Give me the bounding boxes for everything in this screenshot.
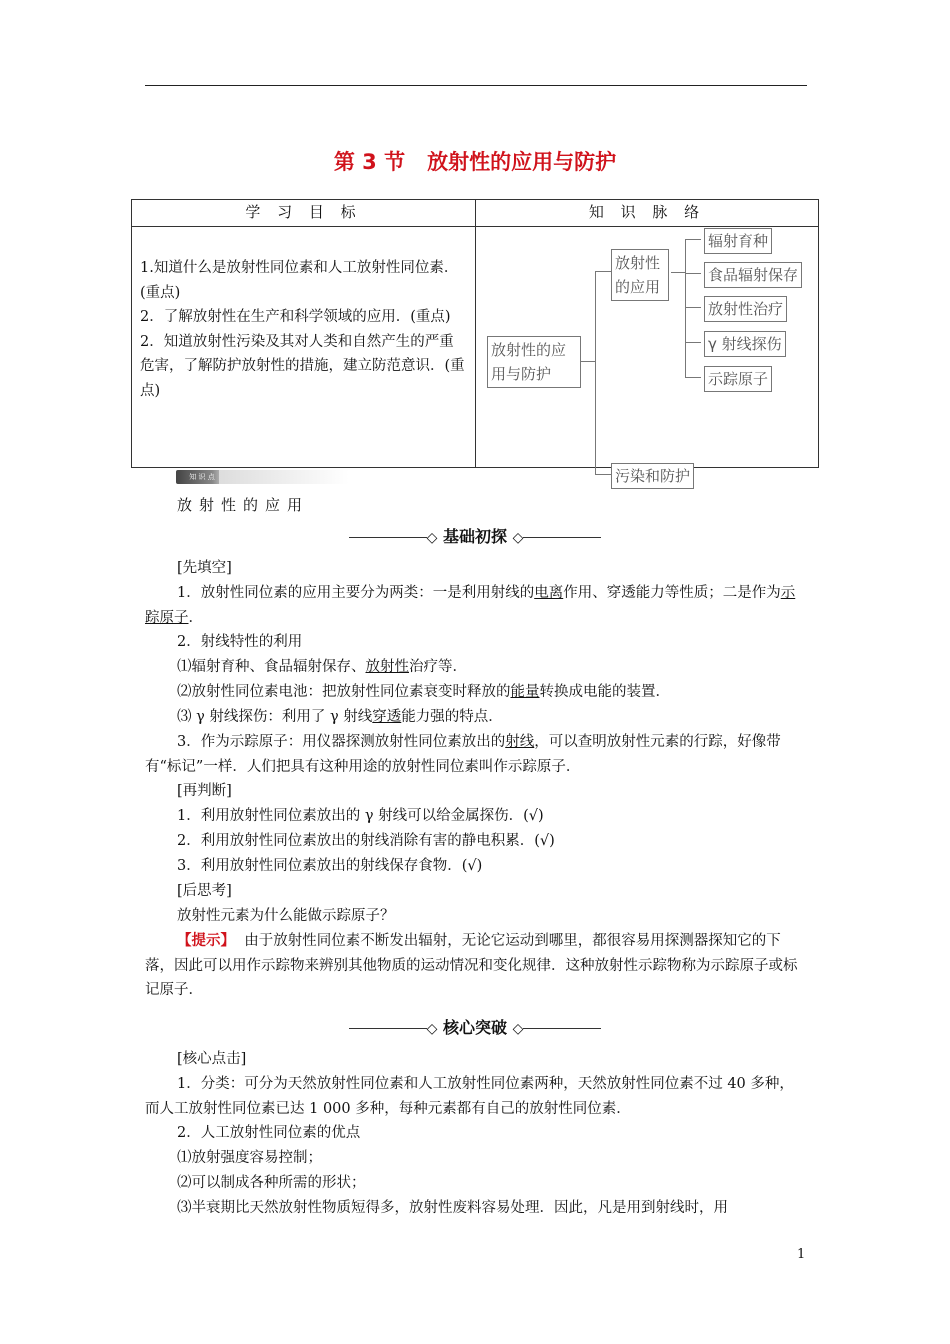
map-connector xyxy=(685,239,686,377)
paragraph: 1．分类：可分为天然放射性同位素和人工放射性同位素两种，天然放射性同位素不过 40 多种，而人工放射性同位素已达 1 000 多种，每种元素都有自己的放射性同位素． xyxy=(145,1076,794,1117)
judge-item: 3．利用放射性同位素放出的射线保存食物．(√) xyxy=(177,858,483,874)
topic-heading: 放射性的应用 xyxy=(177,496,310,514)
map-connector xyxy=(685,273,701,274)
paragraph: ⑴放射强度容易控制； xyxy=(177,1150,322,1166)
rule-right xyxy=(523,1028,601,1029)
section-label: 基础初探 xyxy=(442,527,507,546)
map-connector xyxy=(685,377,701,378)
paragraph: ⑶半衰期比天然放射性物质短得多，放射性废料容易处理．因此，凡是用到射线时，用 xyxy=(177,1200,728,1216)
map-connector xyxy=(671,272,685,273)
rule-right xyxy=(523,537,601,538)
map-connector xyxy=(685,342,701,343)
answer-blank: 能量 xyxy=(510,684,540,700)
section-number: 第 3 节 xyxy=(333,150,406,174)
hint-label: 【提示】 xyxy=(177,932,235,949)
section-name: 放射性的应用与防护 xyxy=(427,150,617,174)
answer-blank: 穿透 xyxy=(372,709,402,725)
map-root: 放射性的应用与防护 xyxy=(487,336,581,388)
map-leaf: 辐射育种 xyxy=(704,228,772,254)
map-leaf: 放射性治疗 xyxy=(704,296,787,322)
learning-goals xyxy=(132,227,476,468)
question: 放射性元素为什么能做示踪原子？ xyxy=(177,908,395,924)
knowledge-map-cell xyxy=(476,227,819,485)
rule-left xyxy=(349,537,427,538)
paragraph: 2．人工放射性同位素的优点 xyxy=(177,1125,361,1141)
paragraph: ⑴辐射育种、食品辐射保存、放射性治疗等． xyxy=(177,659,467,675)
map-leaf: 示踪原子 xyxy=(704,366,772,392)
answer-blank: 示踪原子 xyxy=(145,585,796,626)
goal-item: 2．知道放射性污染及其对人类和自然产生的严重危害，了解防护放射性的措施，建立防范意识．(重点) xyxy=(140,333,465,399)
rule-left xyxy=(349,1028,427,1029)
label-core: [核心点击] xyxy=(177,1051,247,1067)
page-title xyxy=(0,146,950,176)
map-connector xyxy=(685,307,701,308)
label-judge: [再判断] xyxy=(177,783,232,799)
map-connector xyxy=(685,239,701,240)
knowledge-point-tag: 知 识 点 xyxy=(176,470,228,484)
paragraph: 3．作为示踪原子：用仪器探测放射性同位素放出的射线，可以查明放射性元素的行踪，好像带有“标记”一样．人们把具有这种用途的放射性同位素叫作示踪原子． xyxy=(145,734,781,775)
map-leaf: 食品辐射保存 xyxy=(704,262,802,288)
answer-blank: 电离 xyxy=(534,585,564,601)
map-branch-application: 放射性的应用 xyxy=(611,249,669,301)
map-branch-protection: 污染和防护 xyxy=(611,463,694,489)
section-heading-basics: ◇ 基础初探 ◇ xyxy=(0,524,950,547)
answer-blank: 射线 xyxy=(505,734,535,750)
goal-item: 1.知道什么是放射性同位素和人工放射性同位素．(重点) xyxy=(140,260,459,301)
map-connector xyxy=(581,361,595,362)
hint-paragraph: 【提示】 由于放射性同位素不断发出辐射，无论它运动到哪里，都很容易用探测器探知它的下落，因此可以用作示踪物来辨别其他物质的运动情况和变化规律．这种放射性示踪物称为示踪原子或标记原子． xyxy=(145,932,798,998)
header-rule xyxy=(145,85,807,86)
tag-fade-bar xyxy=(219,470,349,484)
goal-item: 2．了解放射性在生产和科学领域的应用．(重点) xyxy=(140,309,451,325)
answer-blank: 放射性 xyxy=(365,659,409,675)
map-connector xyxy=(595,474,611,475)
label-think: [后思考] xyxy=(177,883,232,899)
map-connector xyxy=(595,271,596,474)
paragraph: ⑵放射性同位素电池：把放射性同位素衰变时释放的能量转换成电能的装置． xyxy=(177,684,670,700)
map-connector xyxy=(595,271,611,272)
page-number: 1 xyxy=(797,1247,806,1262)
judge-item: 2．利用放射性同位素放出的射线消除有害的静电积累．(√) xyxy=(177,833,555,849)
section-heading-core: ◇ 核心突破 ◇ xyxy=(0,1015,950,1038)
paragraph: ⑶ γ 射线探伤：利用了 γ 射线穿透能力强的特点． xyxy=(177,709,503,725)
section-label: 核心突破 xyxy=(442,1018,507,1037)
map-leaf: γ 射线探伤 xyxy=(704,331,786,357)
paragraph: 1．放射性同位素的应用主要分为两类：一是利用射线的电离作用、穿透能力等性质；二是作为示踪原子． xyxy=(145,585,796,626)
judge-item: 1．利用放射性同位素放出的 γ 射线可以给金属探伤．(√) xyxy=(177,808,544,824)
knowledge-map xyxy=(476,227,818,485)
col-header-goals: 学 习 目 标 xyxy=(132,200,476,227)
label-fill: [先填空] xyxy=(177,560,232,576)
col-header-map: 知 识 脉 络 xyxy=(476,200,819,227)
paragraph: 2．射线特性的利用 xyxy=(177,634,303,650)
paragraph: ⑵可以制成各种所需的形状； xyxy=(177,1175,366,1191)
